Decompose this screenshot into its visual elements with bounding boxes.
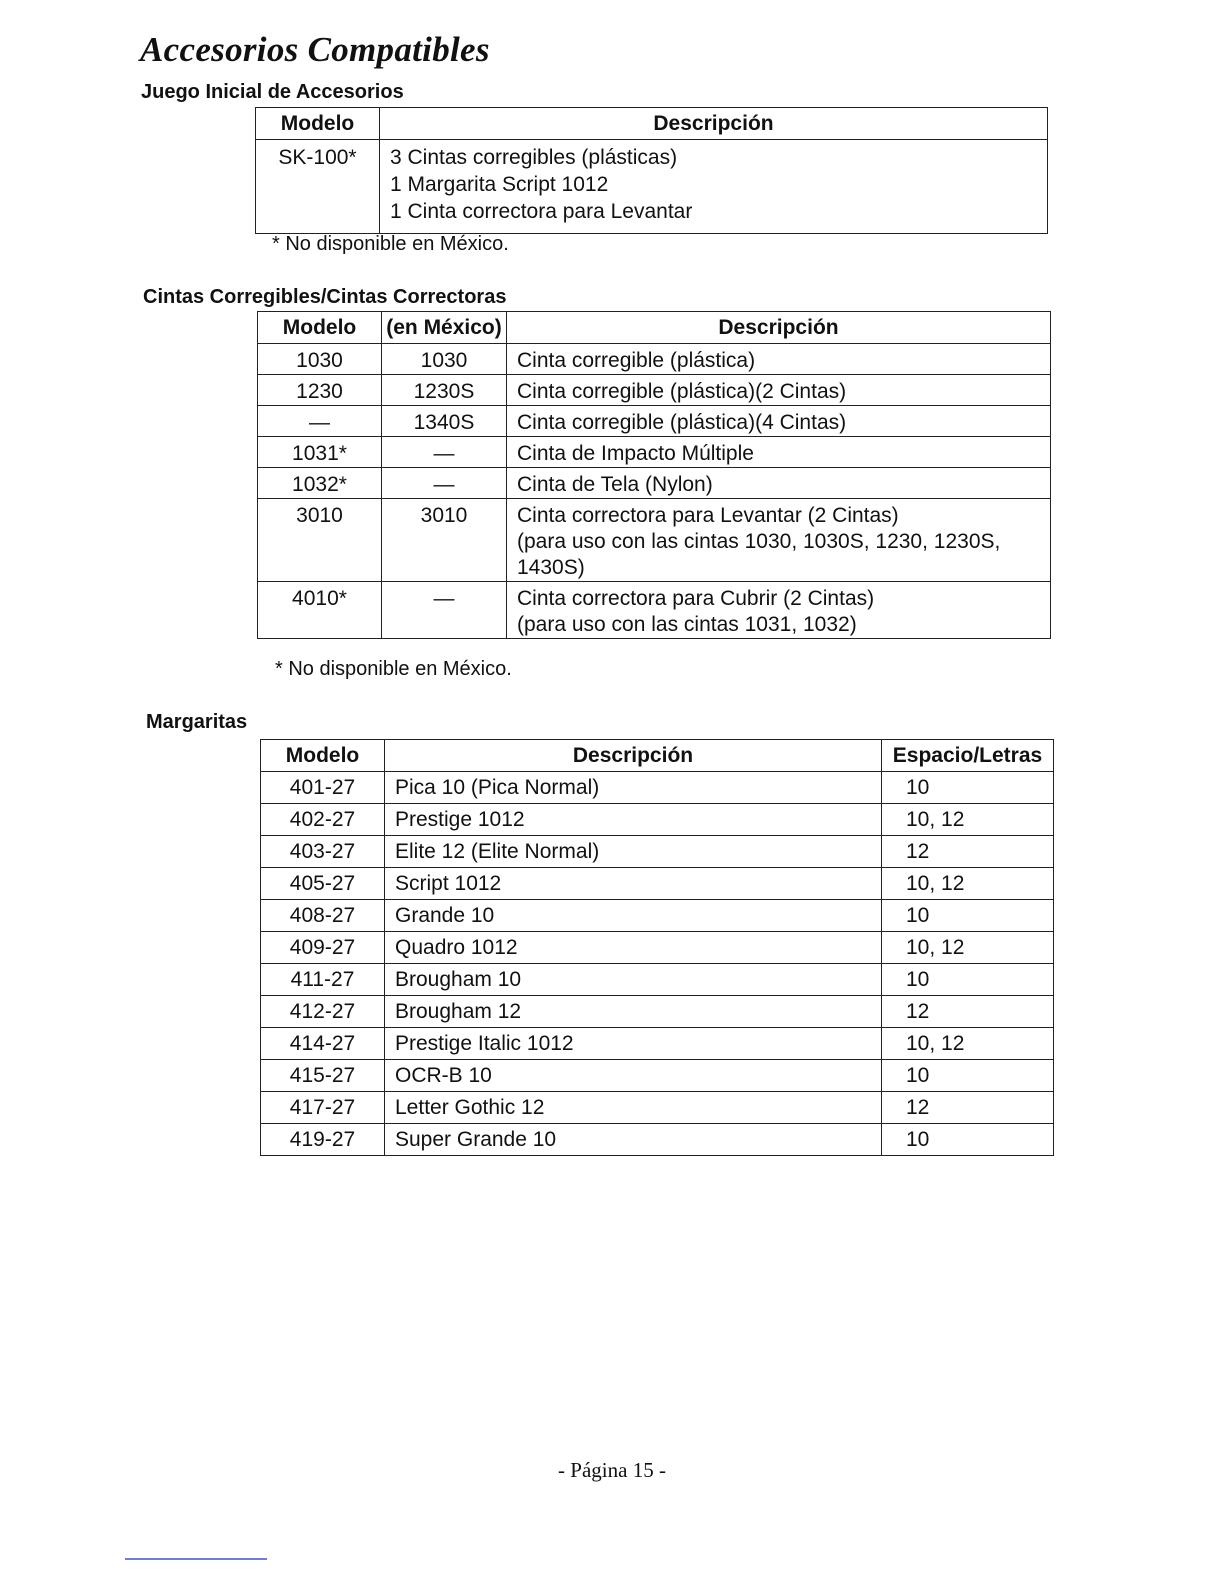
table-row — [258, 582, 1051, 639]
starter-kit-table — [255, 107, 1048, 234]
table-row — [258, 375, 1051, 406]
description-line: Cinta corregible (plástica)(2 Cintas) — [517, 380, 847, 403]
description-cell: Brougham 12 — [385, 996, 882, 1028]
table-row — [261, 932, 1054, 964]
table-row — [258, 499, 1051, 582]
column-header: Modelo — [258, 312, 382, 344]
description-cell — [507, 375, 1051, 406]
pitch-cell: 12 — [882, 996, 1054, 1028]
description-cell — [380, 140, 1048, 234]
table-row — [261, 964, 1054, 996]
column-header: (en México) — [382, 312, 507, 344]
description-cell: Pica 10 (Pica Normal) — [385, 772, 882, 804]
column-header: Descripción — [507, 312, 1051, 344]
model-cell: 409-27 — [261, 932, 385, 964]
table-row — [261, 996, 1054, 1028]
description-cell: Prestige Italic 1012 — [385, 1028, 882, 1060]
mexico-model-cell: 3010 — [382, 499, 507, 582]
model-cell: 4010* — [258, 582, 382, 639]
description-line: Cinta corregible (plástica)(4 Cintas) — [517, 411, 847, 434]
pitch-cell: 10, 12 — [882, 868, 1054, 900]
footnote: * No disponible en México. — [275, 658, 512, 680]
description-cell: Grande 10 — [385, 900, 882, 932]
description-line: Cinta correctora para Levantar (2 Cintas) — [517, 504, 899, 527]
table-row — [261, 1124, 1054, 1156]
model-cell: SK-100* — [256, 140, 380, 234]
footnote: * No disponible en México. — [272, 233, 509, 255]
table-row — [261, 1092, 1054, 1124]
description-line: 1 Margarita Script 1012 — [390, 173, 609, 196]
pitch-cell: 10 — [882, 900, 1054, 932]
description-line: 1 Cinta correctora para Levantar — [390, 200, 693, 223]
model-cell: 405-27 — [261, 868, 385, 900]
column-header: Espacio/Letras — [882, 740, 1054, 772]
ribbons-table — [257, 311, 1051, 639]
description-cell: Elite 12 (Elite Normal) — [385, 836, 882, 868]
model-cell: 402-27 — [261, 804, 385, 836]
table-header-row — [258, 312, 1051, 344]
table-row — [258, 344, 1051, 375]
mexico-model-cell: — — [382, 582, 507, 639]
table-row — [258, 468, 1051, 499]
table-row — [256, 140, 1048, 234]
description-cell: Script 1012 — [385, 868, 882, 900]
description-cell: OCR-B 10 — [385, 1060, 882, 1092]
model-cell: 3010 — [258, 499, 382, 582]
description-cell: Brougham 10 — [385, 964, 882, 996]
model-cell: 417-27 — [261, 1092, 385, 1124]
column-header: Descripción — [380, 108, 1048, 140]
model-cell: 1030 — [258, 344, 382, 375]
model-cell: 401-27 — [261, 772, 385, 804]
description-cell — [507, 468, 1051, 499]
table-row — [261, 900, 1054, 932]
table-header-row — [256, 108, 1048, 140]
daisywheels-table — [260, 739, 1054, 1156]
ribbons-heading: Cintas Corregibles/Cintas Correctoras — [143, 286, 507, 308]
page-title: Accesorios Compatibles — [140, 30, 490, 69]
daisywheels-heading: Margaritas — [146, 711, 248, 733]
description-line: Cinta correctora para Cubrir (2 Cintas) — [517, 587, 875, 610]
model-cell: 408-27 — [261, 900, 385, 932]
mexico-model-cell: 1340S — [382, 406, 507, 437]
mexico-model-cell: 1230S — [382, 375, 507, 406]
description-cell: Quadro 1012 — [385, 932, 882, 964]
model-cell: 412-27 — [261, 996, 385, 1028]
table-row — [261, 804, 1054, 836]
table-row — [261, 1028, 1054, 1060]
description-line: 1430S) — [517, 556, 585, 579]
model-cell: 1230 — [258, 375, 382, 406]
table-row — [261, 1060, 1054, 1092]
model-cell: 1032* — [258, 468, 382, 499]
table-row — [258, 437, 1051, 468]
pitch-cell: 10, 12 — [882, 804, 1054, 836]
table-row — [261, 836, 1054, 868]
model-cell: 403-27 — [261, 836, 385, 868]
model-cell: 415-27 — [261, 1060, 385, 1092]
description-line: (para uso con las cintas 1031, 1032) — [517, 613, 857, 636]
description-line: Cinta de Impacto Múltiple — [517, 442, 754, 465]
column-header: Modelo — [256, 108, 380, 140]
table-row — [258, 406, 1051, 437]
pitch-cell: 12 — [882, 1092, 1054, 1124]
description-line: Cinta de Tela (Nylon) — [517, 473, 713, 496]
table-row — [261, 868, 1054, 900]
description-cell — [507, 406, 1051, 437]
description-cell — [507, 499, 1051, 582]
pitch-cell: 10 — [882, 1124, 1054, 1156]
description-cell — [507, 582, 1051, 639]
description-cell: Prestige 1012 — [385, 804, 882, 836]
starter-kit-heading: Juego Inicial de Accesorios — [141, 81, 404, 103]
model-cell: 411-27 — [261, 964, 385, 996]
table-row — [261, 772, 1054, 804]
pitch-cell: 10, 12 — [882, 932, 1054, 964]
mexico-model-cell: — — [382, 437, 507, 468]
description-line: Cinta corregible (plástica) — [517, 349, 756, 372]
model-cell: 414-27 — [261, 1028, 385, 1060]
divider — [125, 1558, 267, 1560]
pitch-cell: 12 — [882, 836, 1054, 868]
description-line: (para uso con las cintas 1030, 1030S, 1230, 1230S, — [517, 530, 1001, 553]
model-cell: — — [258, 406, 382, 437]
column-header: Descripción — [385, 740, 882, 772]
description-cell: Super Grande 10 — [385, 1124, 882, 1156]
model-cell: 419-27 — [261, 1124, 385, 1156]
table-header-row — [261, 740, 1054, 772]
mexico-model-cell: 1030 — [382, 344, 507, 375]
mexico-model-cell: — — [382, 468, 507, 499]
pitch-cell: 10 — [882, 772, 1054, 804]
column-header: Modelo — [261, 740, 385, 772]
description-line: 3 Cintas corregibles (plásticas) — [390, 146, 678, 169]
description-cell — [507, 344, 1051, 375]
pitch-cell: 10 — [882, 1060, 1054, 1092]
model-cell: 1031* — [258, 437, 382, 468]
pitch-cell: 10, 12 — [882, 1028, 1054, 1060]
page-number: - Página 15 - — [558, 1458, 666, 1482]
description-cell: Letter Gothic 12 — [385, 1092, 882, 1124]
description-cell — [507, 437, 1051, 468]
pitch-cell: 10 — [882, 964, 1054, 996]
